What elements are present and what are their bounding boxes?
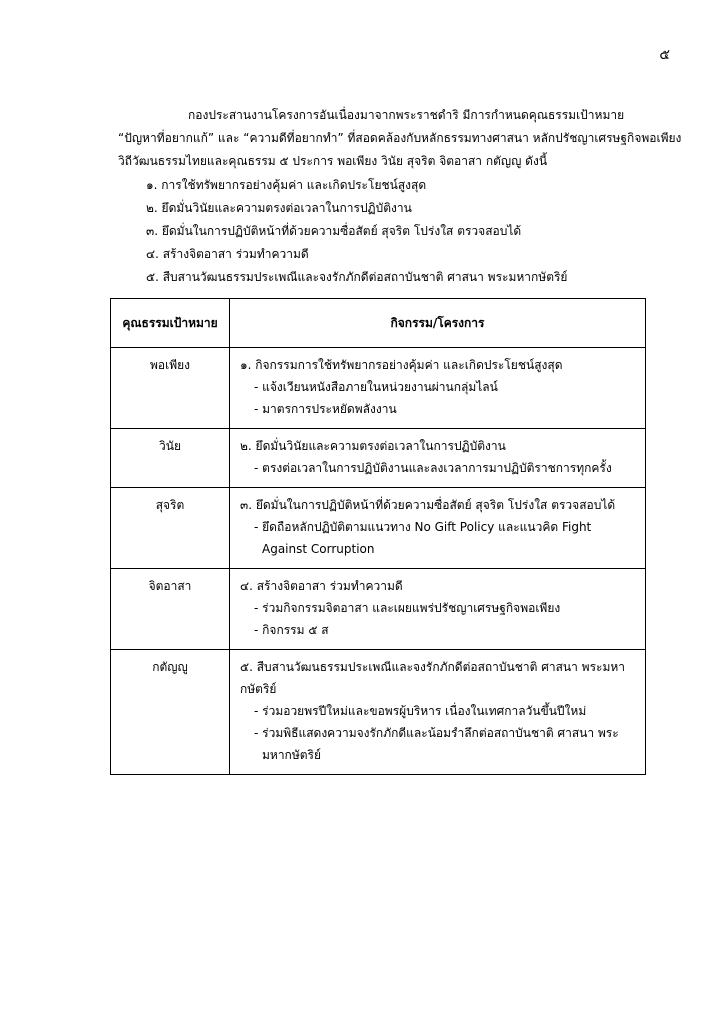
virtue-cell: วินัย — [111, 429, 230, 488]
activity-item: - กิจกรรม ๕ ส — [254, 623, 329, 637]
intro-paragraph — [118, 104, 682, 173]
table-row — [111, 569, 646, 650]
goal-list — [146, 174, 626, 289]
activity-item: - มาตรการประหยัดพลังงาน — [254, 402, 397, 416]
goal-item-3: ๓. ยึดมั่นในการปฏิบัติหน้าที่ด้วยความซื่อสัตย์ สุจริต โปร่งใส ตรวจสอบได้ — [146, 224, 522, 238]
activity-cell — [230, 348, 646, 429]
activity-title: ๑. กิจกรรมการใช้ทรัพยากรอย่างคุ้มค่า และเกิดประโยชน์สูงสุด — [240, 358, 563, 372]
intro-line-3: วิถีวัฒนธรรมไทยและคุณธรรม ๕ ประการ พอเพียง วินัย สุจริต จิตอาสา กตัญญู ดังนี้ — [118, 154, 548, 168]
page-number: ๕ — [659, 47, 670, 63]
activity-item: - ตรงต่อเวลาในการปฏิบัติงานและลงเวลาการมาปฏิบัติราชการทุกครั้ง — [254, 461, 612, 475]
virtue-cell: จิตอาสา — [111, 569, 230, 650]
activity-cell — [230, 569, 646, 650]
activity-title: ๒. ยึดมั่นวินัยและความตรงต่อเวลาในการปฏิบัติงาน — [240, 439, 506, 453]
activity-item: - แจ้งเวียนหนังสือภายในหน่วยงานผ่านกลุ่มไลน์ — [254, 380, 498, 394]
activity-title: ๓. ยึดมั่นในการปฏิบัติหน้าที่ด้วยความซื่อสัตย์ สุจริต โปร่งใส ตรวจสอบได้ — [240, 498, 616, 512]
activity-title: ๕. สืบสานวัฒนธรรมประเพณีและจงรักภักดีต่อสถาบันชาติ ศาสนา พระมหากษัตริย์ — [240, 660, 626, 696]
activity-item: - ยึดถือหลักปฏิบัติตามแนวทาง No Gift Policy และแนวคิด Fight Against Corruption — [254, 520, 592, 556]
table-header-row — [111, 299, 646, 348]
goal-item-1: ๑. การใช้ทรัพยากรอย่างคุ้มค่า และเกิดประโยชน์สูงสุด — [146, 178, 427, 192]
virtue-cell: สุจริต — [111, 488, 230, 569]
table-row — [111, 348, 646, 429]
goal-item-5: ๕. สืบสานวัฒนธรรมประเพณีและจงรักภักดีต่อสถาบันชาติ ศาสนา พระมหากษัตริย์ — [146, 270, 568, 284]
table-row — [111, 650, 646, 775]
virtues-table — [110, 298, 646, 775]
goal-item-2: ๒. ยึดมั่นวินัยและความตรงต่อเวลาในการปฏิบัติงาน — [146, 201, 412, 215]
activity-cell — [230, 650, 646, 775]
activity-title: ๔. สร้างจิตอาสา ร่วมทำความดี — [240, 579, 403, 593]
activity-item: - ร่วมพิธีแสดงความจงรักภักดีและน้อมรำลึกต่อสถาบันชาติ ศาสนา พระมหากษัตริย์ — [254, 726, 619, 762]
intro-line-1: กองประสานงานโครงการอันเนื่องมาจากพระราชดำริ มีการกำหนดคุณธรรมเป้าหมาย — [188, 108, 625, 122]
table-row — [111, 429, 646, 488]
activity-item: - ร่วมอวยพรปีใหม่และขอพรผู้บริหาร เนื่องในเทศกาลวันขึ้นปีใหม่ — [254, 704, 587, 718]
activity-cell — [230, 429, 646, 488]
activity-item: - ร่วมกิจกรรมจิตอาสา และเผยแพร่ปรัชญาเศรษฐกิจพอเพียง — [254, 601, 561, 615]
intro-line-2: “ปัญหาที่อยากแก้” และ “ความดีที่อยากทำ” ที่สอดคล้องกับหลักธรรมทางศาสนา หลักปรัชญาเศรษฐกิจพอเพียง — [118, 131, 682, 145]
virtue-cell: กตัญญู — [111, 650, 230, 775]
virtue-cell: พอเพียง — [111, 348, 230, 429]
header-virtue: คุณธรรมเป้าหมาย — [111, 299, 230, 348]
goal-item-4: ๔. สร้างจิตอาสา ร่วมทำความดี — [146, 247, 309, 261]
header-activity: กิจกรรม/โครงการ — [230, 299, 646, 348]
activity-cell — [230, 488, 646, 569]
table-row — [111, 488, 646, 569]
